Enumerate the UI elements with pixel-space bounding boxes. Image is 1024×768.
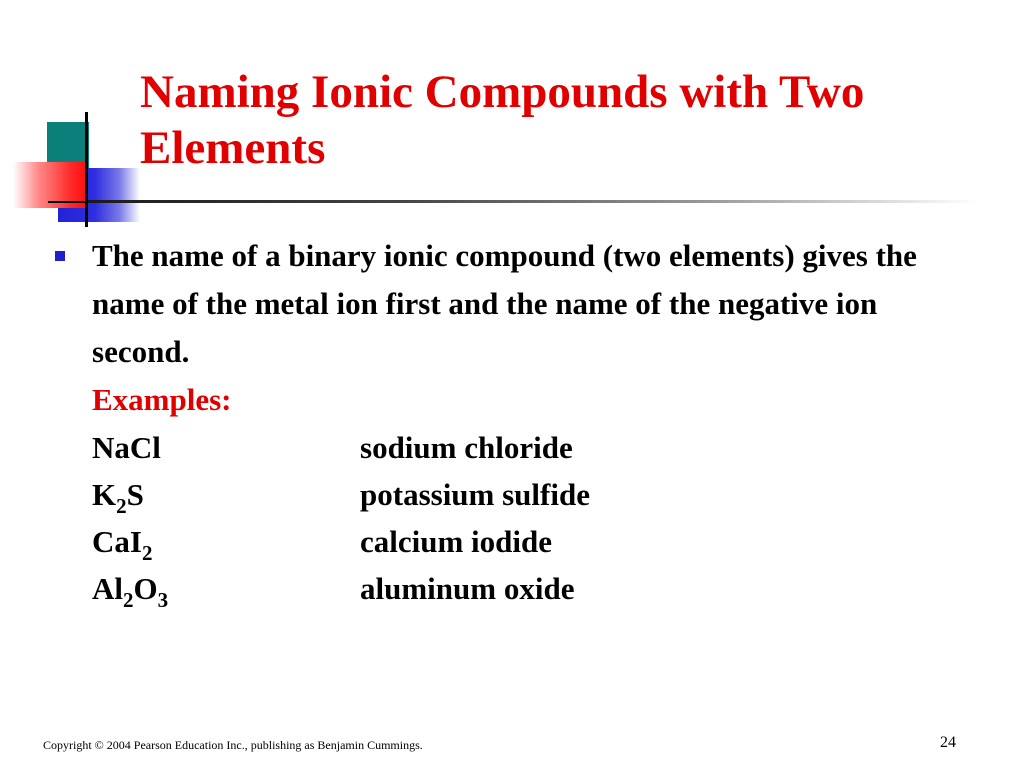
page-number: 24 — [940, 734, 956, 751]
decorative-vertical-line — [85, 112, 88, 227]
chemical-formula — [92, 518, 152, 566]
example-row — [92, 424, 952, 471]
formula-element: CaI — [92, 524, 142, 559]
bullet-content — [92, 232, 952, 612]
formula-element: Al — [92, 571, 123, 606]
chemical-formula — [92, 471, 144, 519]
example-row — [92, 518, 952, 565]
slide-title: Naming Ionic Compounds with Two Elements — [140, 66, 865, 174]
example-row — [92, 471, 952, 518]
examples-label: Examples: — [92, 382, 232, 417]
compound-name: sodium chloride — [360, 430, 573, 465]
formula-element: S — [126, 477, 144, 512]
formula-element: NaCl — [92, 430, 161, 465]
bullet-square-icon — [55, 251, 65, 261]
formula-subscript: 3 — [157, 588, 169, 612]
examples-list — [92, 424, 952, 612]
compound-name: calcium iodide — [360, 524, 553, 559]
example-row — [92, 565, 952, 612]
chemical-formula — [92, 565, 168, 613]
formula-subscript: 2 — [141, 541, 153, 565]
formula-element: K — [92, 477, 117, 512]
formula-element: O — [133, 571, 158, 606]
copyright-footer: Copyright © 2004 Pearson Education Inc., publishing as Benjamin Cummings. — [43, 738, 423, 752]
title-underline-rule — [88, 200, 978, 203]
bullet-text: The name of a binary ionic compound (two elements) gives the name of the metal ion first and the name of the negative ion second. — [92, 238, 917, 369]
chemical-formula — [92, 424, 161, 472]
formula-subscript: 2 — [123, 588, 134, 612]
formula-subscript: 2 — [116, 494, 127, 518]
compound-name: potassium sulfide — [360, 477, 590, 512]
compound-name: aluminum oxide — [360, 571, 575, 606]
